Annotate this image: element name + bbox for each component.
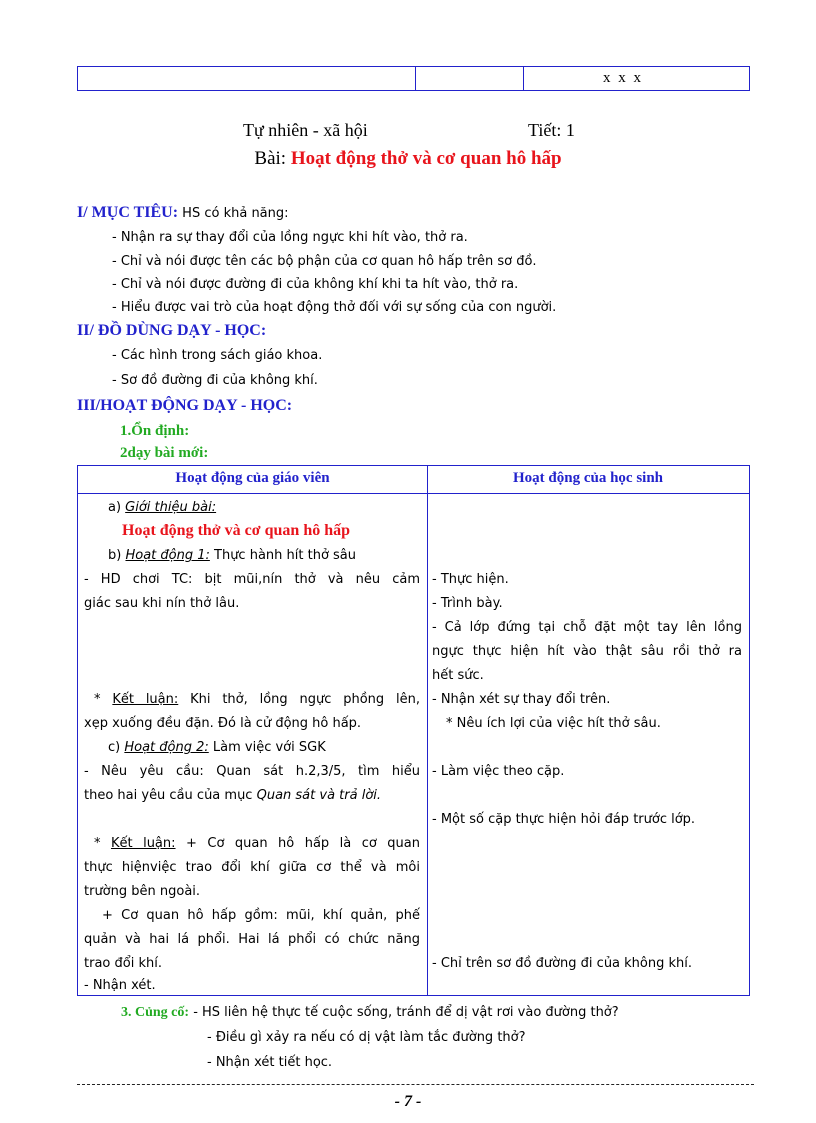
consolidation-item: - Nhận xét tiết học. <box>207 1055 333 1070</box>
teacher-line: thực hiệnviệc trao đổi khí giữa cơ thể và môi <box>84 860 420 875</box>
step-new-lesson: 2dạy bài mới: <box>120 445 209 461</box>
objectives-intro: HS có khả năng: <box>178 206 289 221</box>
teacher-line <box>84 784 381 808</box>
student-line: - Trình bày. <box>432 596 503 611</box>
item-prefix: c) <box>108 740 125 755</box>
materials-heading <box>77 322 266 340</box>
header-marks: x x x <box>603 70 643 86</box>
consolidation-item: - HS liên hệ thực tế cuộc sống, tránh để dị vật rơi vào đường thở? <box>189 1005 619 1020</box>
consolidation <box>121 1005 619 1021</box>
teacher-line: - Nêu yêu cầu: Quan sát h.2,3/5, tìm hiểu <box>84 764 420 779</box>
activities-title: III/HOẠT ĐỘNG DẠY - HỌC: <box>77 397 293 414</box>
student-line: - Cả lớp đứng tại chỗ đặt một tay lên lồng <box>432 620 742 635</box>
student-line: hết sức. <box>432 668 484 683</box>
lesson-title: Hoạt động thở và cơ quan hô hấp <box>290 148 562 169</box>
student-column-header: Hoạt động của học sinh <box>512 470 664 486</box>
student-line: - Nhận xét sự thay đổi trên. <box>432 692 611 707</box>
conclusion-text: + Cơ quan hô hấp là cơ quan <box>175 836 420 851</box>
student-line: - Thực hiện. <box>432 572 509 587</box>
step-stabilize: 1.Ổn định: <box>120 423 190 439</box>
activity1-text: Thực hành hít thở sâu <box>209 548 357 563</box>
header-divider <box>523 67 524 90</box>
activity1-label: Hoạt động 1: <box>125 548 210 563</box>
teacher-line: xẹp xuống đều đặn. Đó là cử động hô hấp. <box>84 716 362 731</box>
consolidation-label: 3. Củng cố: <box>121 1005 190 1020</box>
teacher-item-activity2 <box>108 736 326 760</box>
period-label: Tiết: 1 <box>528 120 575 140</box>
activity-table <box>77 465 750 996</box>
conclusion-label: Kết luận: <box>112 692 179 707</box>
consolidation-item: - Điều gì xảy ra nếu có dị vật làm tắc đường thở? <box>207 1030 526 1045</box>
teacher-item-activity1 <box>108 544 356 568</box>
student-line: - Một số cặp thực hiện hỏi đáp trước lớp. <box>432 812 696 827</box>
lesson-heading <box>0 148 816 170</box>
student-line: * Nêu ích lợi của việc hít thở sâu. <box>446 716 661 731</box>
student-line: ngực thực hiện hít vào thật sâu rồi thở ra <box>432 644 742 659</box>
teacher-conclusion-2 <box>94 832 420 856</box>
material-item: - Sơ đồ đường đi của không khí. <box>112 373 318 388</box>
objective-item: - Chỉ và nói được tên các bộ phận của cơ quan hô hấp trên sơ đồ. <box>112 254 537 269</box>
teacher-conclusion-1 <box>94 688 420 712</box>
teacher-line: quản và hai lá phổi. Hai lá phổi có chức năng <box>84 932 420 947</box>
header-divider <box>415 67 416 90</box>
teacher-line: - Nhận xét. <box>84 978 156 993</box>
objective-item: - Nhận ra sự thay đổi của lồng ngực khi hít vào, thở ra. <box>112 230 468 245</box>
objectives-heading <box>77 204 289 222</box>
line-italic: Quan sát và trả lời. <box>256 788 382 803</box>
lesson-label: Bài: <box>254 148 291 169</box>
student-line: - Làm việc theo cặp. <box>432 764 565 779</box>
table-column-divider <box>427 466 428 995</box>
teacher-line: trao đổi khí. <box>84 956 162 971</box>
teacher-line: giác sau khi nín thở lâu. <box>84 596 240 611</box>
page-number: - 7 - <box>394 1093 422 1110</box>
header-table <box>77 66 750 91</box>
activity2-text: Làm việc với SGK <box>208 740 326 755</box>
subject-title: Tự nhiên - xã hội <box>243 120 368 140</box>
objective-item: - Hiểu được vai trò của hoạt động thở đối với sự sống của con người. <box>112 300 557 315</box>
line-text: theo hai yêu cầu của mục <box>84 788 257 803</box>
material-item: - Các hình trong sách giáo khoa. <box>112 348 323 363</box>
table-header-divider <box>78 493 749 494</box>
item-prefix: a) <box>108 500 126 515</box>
intro-label: Giới thiệu bài: <box>125 500 217 515</box>
materials-title: II/ ĐỒ DÙNG DẠY - HỌC: <box>77 322 267 339</box>
teacher-line: - HD chơi TC: bịt mũi,nín thở và nêu cảm <box>84 572 420 587</box>
teacher-item-intro <box>108 496 216 520</box>
activities-heading <box>77 397 292 415</box>
activity2-label: Hoạt động 2: <box>124 740 209 755</box>
student-line: - Chỉ trên sơ đồ đường đi của không khí. <box>432 956 693 971</box>
footer-divider <box>77 1084 754 1085</box>
objective-item: - Chỉ và nói được đường đi của không khí khi ta hít vào, thở ra. <box>112 277 519 292</box>
item-prefix: b) <box>108 548 126 563</box>
bullet-star: * <box>94 692 113 707</box>
conclusion-text: Khi thở, lồng ngực phồng lên, <box>178 692 420 707</box>
teacher-column-header: Hoạt động của giáo viên <box>175 470 330 486</box>
objectives-title: I/ MỤC TIÊU: <box>77 204 179 221</box>
teacher-line: trường bên ngoài. <box>84 884 201 899</box>
intro-title: Hoạt động thở và cơ quan hô hấp <box>122 522 351 539</box>
bullet-star: * <box>94 836 111 851</box>
conclusion-label: Kết luận: <box>110 836 176 851</box>
teacher-line: + Cơ quan hô hấp gồm: mũi, khí quản, phế <box>102 908 420 923</box>
